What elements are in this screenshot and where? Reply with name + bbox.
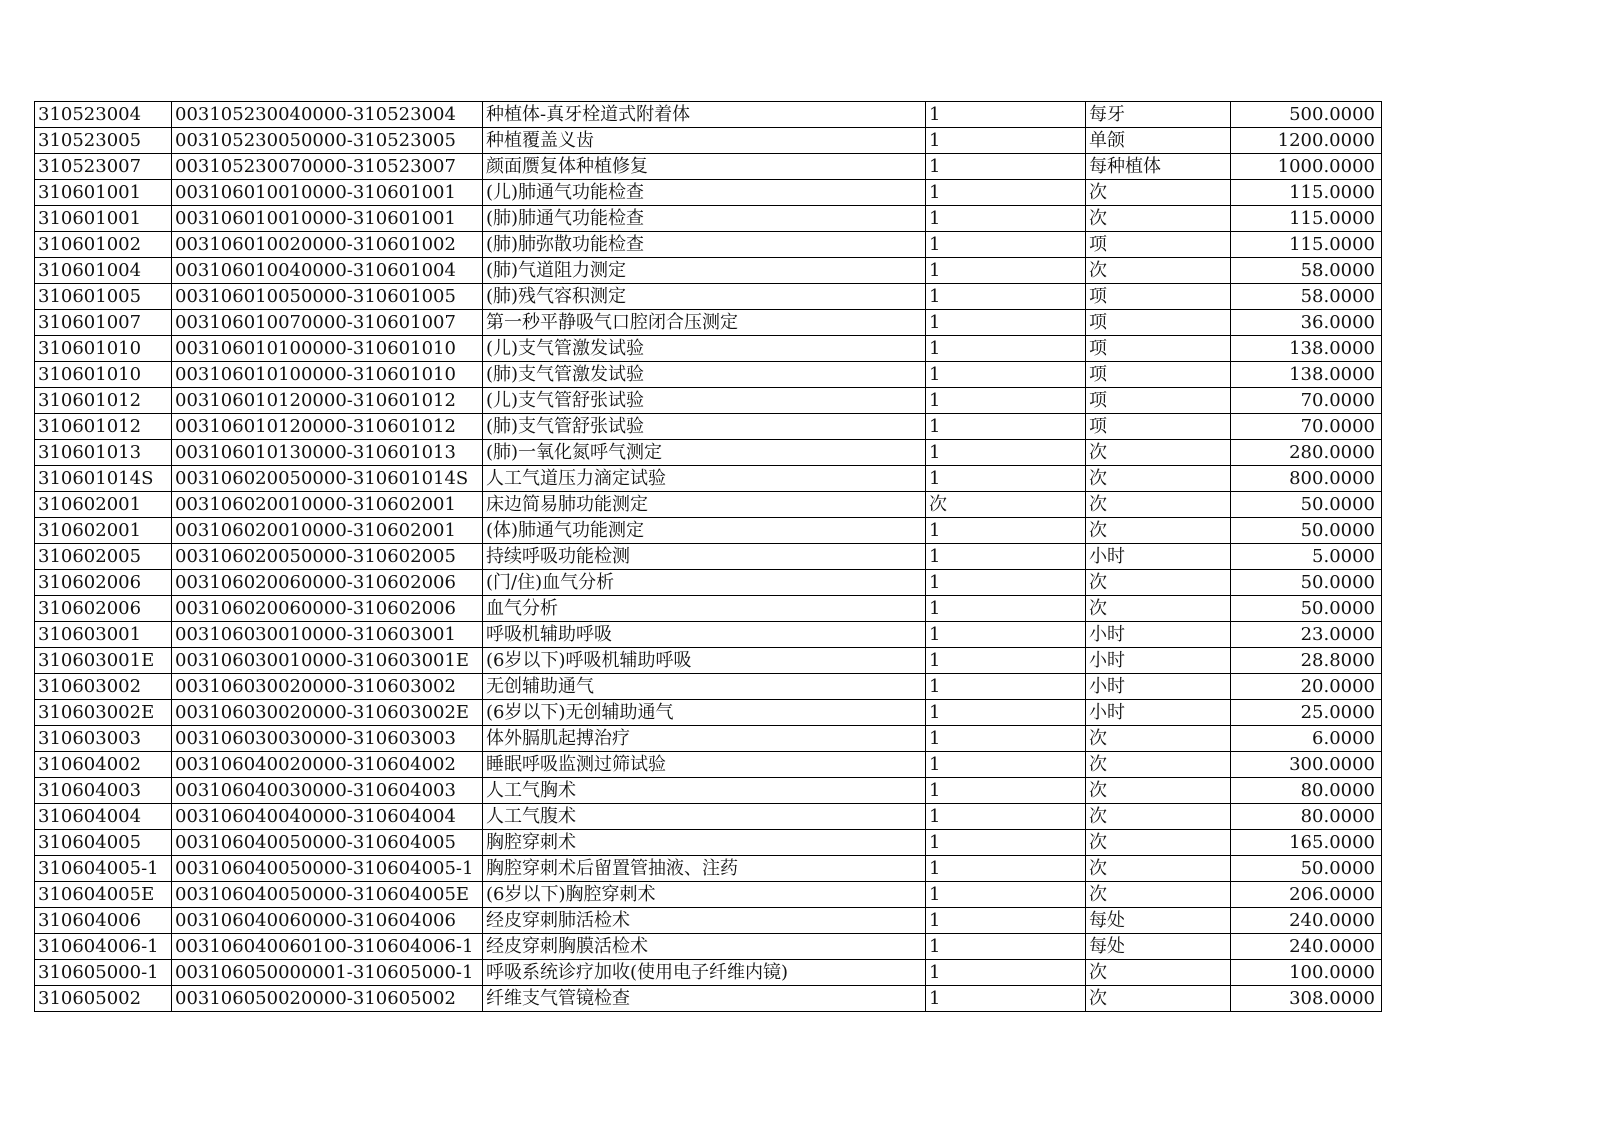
table-row [35,232,1382,258]
item-name-cell: (肺)支气管激发试验 [483,362,926,388]
price-cell: 50.0000 [1231,596,1382,622]
quantity-cell: 1 [926,674,1086,700]
price-cell: 500.0000 [1231,102,1382,128]
price-cell: 800.0000 [1231,466,1382,492]
full-code-cell: 003106040050000-310604005-1 [172,856,483,882]
quantity-cell: 1 [926,544,1086,570]
unit-cell: 次 [1086,180,1231,206]
price-cell: 206.0000 [1231,882,1382,908]
item-code-cell: 310605002 [35,986,172,1012]
quantity-cell: 1 [926,648,1086,674]
item-code-cell: 310602001 [35,518,172,544]
price-cell: 115.0000 [1231,232,1382,258]
table-row [35,986,1382,1012]
price-cell: 115.0000 [1231,206,1382,232]
quantity-cell: 1 [926,908,1086,934]
price-cell: 115.0000 [1231,180,1382,206]
unit-cell: 次 [1086,778,1231,804]
unit-cell: 项 [1086,388,1231,414]
item-name-cell: 种植体-真牙栓道式附着体 [483,102,926,128]
unit-cell: 次 [1086,492,1231,518]
table-row [35,206,1382,232]
table-row [35,544,1382,570]
table-row [35,336,1382,362]
unit-cell: 单颌 [1086,128,1231,154]
item-name-cell: (6岁以下)无创辅助通气 [483,700,926,726]
item-code-cell: 310603002 [35,674,172,700]
full-code-cell: 003106040020000-310604002 [172,752,483,778]
item-name-cell: 人工气胸术 [483,778,926,804]
full-code-cell: 003106040040000-310604004 [172,804,483,830]
item-name-cell: 胸腔穿刺术 [483,830,926,856]
item-code-cell: 310604005-1 [35,856,172,882]
item-name-cell: 胸腔穿刺术后留置管抽液、注药 [483,856,926,882]
unit-cell: 每牙 [1086,102,1231,128]
item-name-cell: 纤维支气管镜检查 [483,986,926,1012]
full-code-cell: 003106030020000-310603002 [172,674,483,700]
quantity-cell: 1 [926,726,1086,752]
item-code-cell: 310604003 [35,778,172,804]
full-code-cell: 003106020060000-310602006 [172,570,483,596]
item-code-cell: 310601012 [35,414,172,440]
item-code-cell: 310523004 [35,102,172,128]
quantity-cell: 1 [926,414,1086,440]
full-code-cell: 003106040060000-310604006 [172,908,483,934]
quantity-cell: 1 [926,986,1086,1012]
item-code-cell: 310523007 [35,154,172,180]
item-name-cell: (肺)残气容积测定 [483,284,926,310]
item-code-cell: 310604005 [35,830,172,856]
item-code-cell: 310601001 [35,206,172,232]
price-cell: 23.0000 [1231,622,1382,648]
table-row [35,648,1382,674]
quantity-cell: 1 [926,934,1086,960]
full-code-cell: 003106010070000-310601007 [172,310,483,336]
table-row [35,466,1382,492]
quantity-cell: 1 [926,804,1086,830]
item-code-cell: 310603003 [35,726,172,752]
table-row [35,492,1382,518]
item-name-cell: 第一秒平静吸气口腔闭合压测定 [483,310,926,336]
quantity-cell: 1 [926,388,1086,414]
item-code-cell: 310602001 [35,492,172,518]
item-name-cell: (6岁以下)呼吸机辅助呼吸 [483,648,926,674]
price-cell: 308.0000 [1231,986,1382,1012]
quantity-cell: 1 [926,232,1086,258]
full-code-cell: 003106030030000-310603003 [172,726,483,752]
quantity-cell: 次 [926,492,1086,518]
table-row [35,726,1382,752]
unit-cell: 次 [1086,960,1231,986]
item-name-cell: 呼吸机辅助呼吸 [483,622,926,648]
item-name-cell: 经皮穿刺胸膜活检术 [483,934,926,960]
price-cell: 50.0000 [1231,492,1382,518]
table-row [35,674,1382,700]
full-code-cell: 003106010010000-310601001 [172,180,483,206]
unit-cell: 小时 [1086,674,1231,700]
full-code-cell: 003105230070000-310523007 [172,154,483,180]
quantity-cell: 1 [926,570,1086,596]
unit-cell: 次 [1086,726,1231,752]
unit-cell: 次 [1086,518,1231,544]
unit-cell: 次 [1086,206,1231,232]
full-code-cell: 003106030010000-310603001E [172,648,483,674]
item-code-cell: 310601005 [35,284,172,310]
unit-cell: 次 [1086,986,1231,1012]
item-name-cell: 床边简易肺功能测定 [483,492,926,518]
table-row [35,518,1382,544]
item-code-cell: 310601014S [35,466,172,492]
item-code-cell: 310603001E [35,648,172,674]
price-cell: 58.0000 [1231,258,1382,284]
table-row [35,102,1382,128]
quantity-cell: 1 [926,154,1086,180]
price-cell: 80.0000 [1231,804,1382,830]
full-code-cell: 003106040060100-310604006-1 [172,934,483,960]
table-row [35,856,1382,882]
quantity-cell: 1 [926,830,1086,856]
item-code-cell: 310601007 [35,310,172,336]
price-table-body [35,102,1382,1012]
quantity-cell: 1 [926,882,1086,908]
unit-cell: 小时 [1086,622,1231,648]
table-row [35,440,1382,466]
full-code-cell: 003106010010000-310601001 [172,206,483,232]
item-code-cell: 310604004 [35,804,172,830]
price-cell: 36.0000 [1231,310,1382,336]
quantity-cell: 1 [926,102,1086,128]
full-code-cell: 003106040050000-310604005E [172,882,483,908]
price-cell: 58.0000 [1231,284,1382,310]
price-cell: 1000.0000 [1231,154,1382,180]
unit-cell: 小时 [1086,544,1231,570]
item-code-cell: 310603001 [35,622,172,648]
full-code-cell: 003106030010000-310603001 [172,622,483,648]
item-code-cell: 310523005 [35,128,172,154]
table-row [35,388,1382,414]
unit-cell: 每处 [1086,908,1231,934]
unit-cell: 次 [1086,258,1231,284]
full-code-cell: 003106030020000-310603002E [172,700,483,726]
price-cell: 1200.0000 [1231,128,1382,154]
unit-cell: 项 [1086,414,1231,440]
full-code-cell: 003106020010000-310602001 [172,492,483,518]
item-name-cell: 经皮穿刺肺活检术 [483,908,926,934]
full-code-cell: 003106010130000-310601013 [172,440,483,466]
full-code-cell: 003106040050000-310604005 [172,830,483,856]
unit-cell: 次 [1086,466,1231,492]
full-code-cell: 003106040030000-310604003 [172,778,483,804]
table-row [35,622,1382,648]
price-cell: 20.0000 [1231,674,1382,700]
item-name-cell: (儿)支气管激发试验 [483,336,926,362]
item-name-cell: 种植覆盖义齿 [483,128,926,154]
quantity-cell: 1 [926,622,1086,648]
unit-cell: 次 [1086,570,1231,596]
unit-cell: 小时 [1086,648,1231,674]
quantity-cell: 1 [926,128,1086,154]
unit-cell: 次 [1086,856,1231,882]
full-code-cell: 003105230050000-310523005 [172,128,483,154]
price-cell: 138.0000 [1231,362,1382,388]
item-name-cell: (儿)支气管舒张试验 [483,388,926,414]
table-row [35,700,1382,726]
price-table [34,101,1382,1012]
table-row [35,180,1382,206]
table-row [35,362,1382,388]
price-cell: 6.0000 [1231,726,1382,752]
item-code-cell: 310601001 [35,180,172,206]
full-code-cell: 003106050000001-310605000-1 [172,960,483,986]
item-name-cell: (肺)肺弥散功能检查 [483,232,926,258]
item-code-cell: 310604006-1 [35,934,172,960]
table-row [35,752,1382,778]
price-cell: 240.0000 [1231,934,1382,960]
item-name-cell: 睡眠呼吸监测过筛试验 [483,752,926,778]
price-cell: 300.0000 [1231,752,1382,778]
item-name-cell: 呼吸系统诊疗加收(使用电子纤维内镜) [483,960,926,986]
item-name-cell: 人工气腹术 [483,804,926,830]
table-row [35,960,1382,986]
item-name-cell: 体外膈肌起搏治疗 [483,726,926,752]
quantity-cell: 1 [926,960,1086,986]
quantity-cell: 1 [926,284,1086,310]
item-code-cell: 310602006 [35,596,172,622]
full-code-cell: 003106010120000-310601012 [172,414,483,440]
full-code-cell: 003106020050000-310601014S [172,466,483,492]
item-name-cell: (儿)肺通气功能检查 [483,180,926,206]
item-name-cell: (肺)一氧化氮呼气测定 [483,440,926,466]
unit-cell: 项 [1086,284,1231,310]
item-code-cell: 310605000-1 [35,960,172,986]
item-code-cell: 310604006 [35,908,172,934]
unit-cell: 次 [1086,830,1231,856]
item-name-cell: (门/住)血气分析 [483,570,926,596]
price-cell: 50.0000 [1231,570,1382,596]
price-cell: 80.0000 [1231,778,1382,804]
full-code-cell: 003106010040000-310601004 [172,258,483,284]
item-name-cell: 持续呼吸功能检测 [483,544,926,570]
item-code-cell: 310601004 [35,258,172,284]
price-cell: 50.0000 [1231,856,1382,882]
item-name-cell: (肺)肺通气功能检查 [483,206,926,232]
quantity-cell: 1 [926,180,1086,206]
table-row [35,284,1382,310]
table-row [35,258,1382,284]
table-row [35,882,1382,908]
item-code-cell: 310601010 [35,362,172,388]
quantity-cell: 1 [926,206,1086,232]
item-name-cell: 人工气道压力滴定试验 [483,466,926,492]
item-name-cell: (6岁以下)胸腔穿刺术 [483,882,926,908]
quantity-cell: 1 [926,336,1086,362]
table-row [35,908,1382,934]
unit-cell: 项 [1086,362,1231,388]
full-code-cell: 003106020010000-310602001 [172,518,483,544]
quantity-cell: 1 [926,440,1086,466]
item-name-cell: (肺)支气管舒张试验 [483,414,926,440]
table-row [35,128,1382,154]
full-code-cell: 003106010100000-310601010 [172,362,483,388]
quantity-cell: 1 [926,752,1086,778]
quantity-cell: 1 [926,700,1086,726]
unit-cell: 次 [1086,440,1231,466]
quantity-cell: 1 [926,856,1086,882]
price-cell: 70.0000 [1231,414,1382,440]
price-cell: 280.0000 [1231,440,1382,466]
quantity-cell: 1 [926,596,1086,622]
unit-cell: 次 [1086,596,1231,622]
full-code-cell: 003106020050000-310602005 [172,544,483,570]
full-code-cell: 003105230040000-310523004 [172,102,483,128]
price-cell: 240.0000 [1231,908,1382,934]
table-row [35,596,1382,622]
table-row [35,778,1382,804]
quantity-cell: 1 [926,310,1086,336]
price-cell: 165.0000 [1231,830,1382,856]
price-cell: 70.0000 [1231,388,1382,414]
item-name-cell: (肺)气道阻力测定 [483,258,926,284]
item-name-cell: 无创辅助通气 [483,674,926,700]
unit-cell: 每处 [1086,934,1231,960]
price-cell: 100.0000 [1231,960,1382,986]
quantity-cell: 1 [926,362,1086,388]
price-cell: 28.8000 [1231,648,1382,674]
unit-cell: 次 [1086,882,1231,908]
price-cell: 138.0000 [1231,336,1382,362]
quantity-cell: 1 [926,778,1086,804]
table-row [35,154,1382,180]
full-code-cell: 003106010120000-310601012 [172,388,483,414]
table-row [35,804,1382,830]
price-cell: 5.0000 [1231,544,1382,570]
unit-cell: 项 [1086,310,1231,336]
item-code-cell: 310602006 [35,570,172,596]
item-code-cell: 310604005E [35,882,172,908]
quantity-cell: 1 [926,518,1086,544]
item-name-cell: 血气分析 [483,596,926,622]
item-code-cell: 310603002E [35,700,172,726]
unit-cell: 小时 [1086,700,1231,726]
unit-cell: 每种植体 [1086,154,1231,180]
unit-cell: 项 [1086,232,1231,258]
table-row [35,414,1382,440]
price-cell: 50.0000 [1231,518,1382,544]
quantity-cell: 1 [926,258,1086,284]
item-code-cell: 310601012 [35,388,172,414]
full-code-cell: 003106010100000-310601010 [172,336,483,362]
item-code-cell: 310601002 [35,232,172,258]
unit-cell: 次 [1086,752,1231,778]
unit-cell: 项 [1086,336,1231,362]
item-name-cell: 颜面赝复体种植修复 [483,154,926,180]
full-code-cell: 003106020060000-310602006 [172,596,483,622]
item-code-cell: 310604002 [35,752,172,778]
table-row [35,830,1382,856]
table-row [35,934,1382,960]
full-code-cell: 003106010050000-310601005 [172,284,483,310]
item-code-cell: 310601010 [35,336,172,362]
table-row [35,310,1382,336]
price-cell: 25.0000 [1231,700,1382,726]
unit-cell: 次 [1086,804,1231,830]
full-code-cell: 003106050020000-310605002 [172,986,483,1012]
item-code-cell: 310601013 [35,440,172,466]
full-code-cell: 003106010020000-310601002 [172,232,483,258]
table-row [35,570,1382,596]
quantity-cell: 1 [926,466,1086,492]
item-name-cell: (体)肺通气功能测定 [483,518,926,544]
item-code-cell: 310602005 [35,544,172,570]
